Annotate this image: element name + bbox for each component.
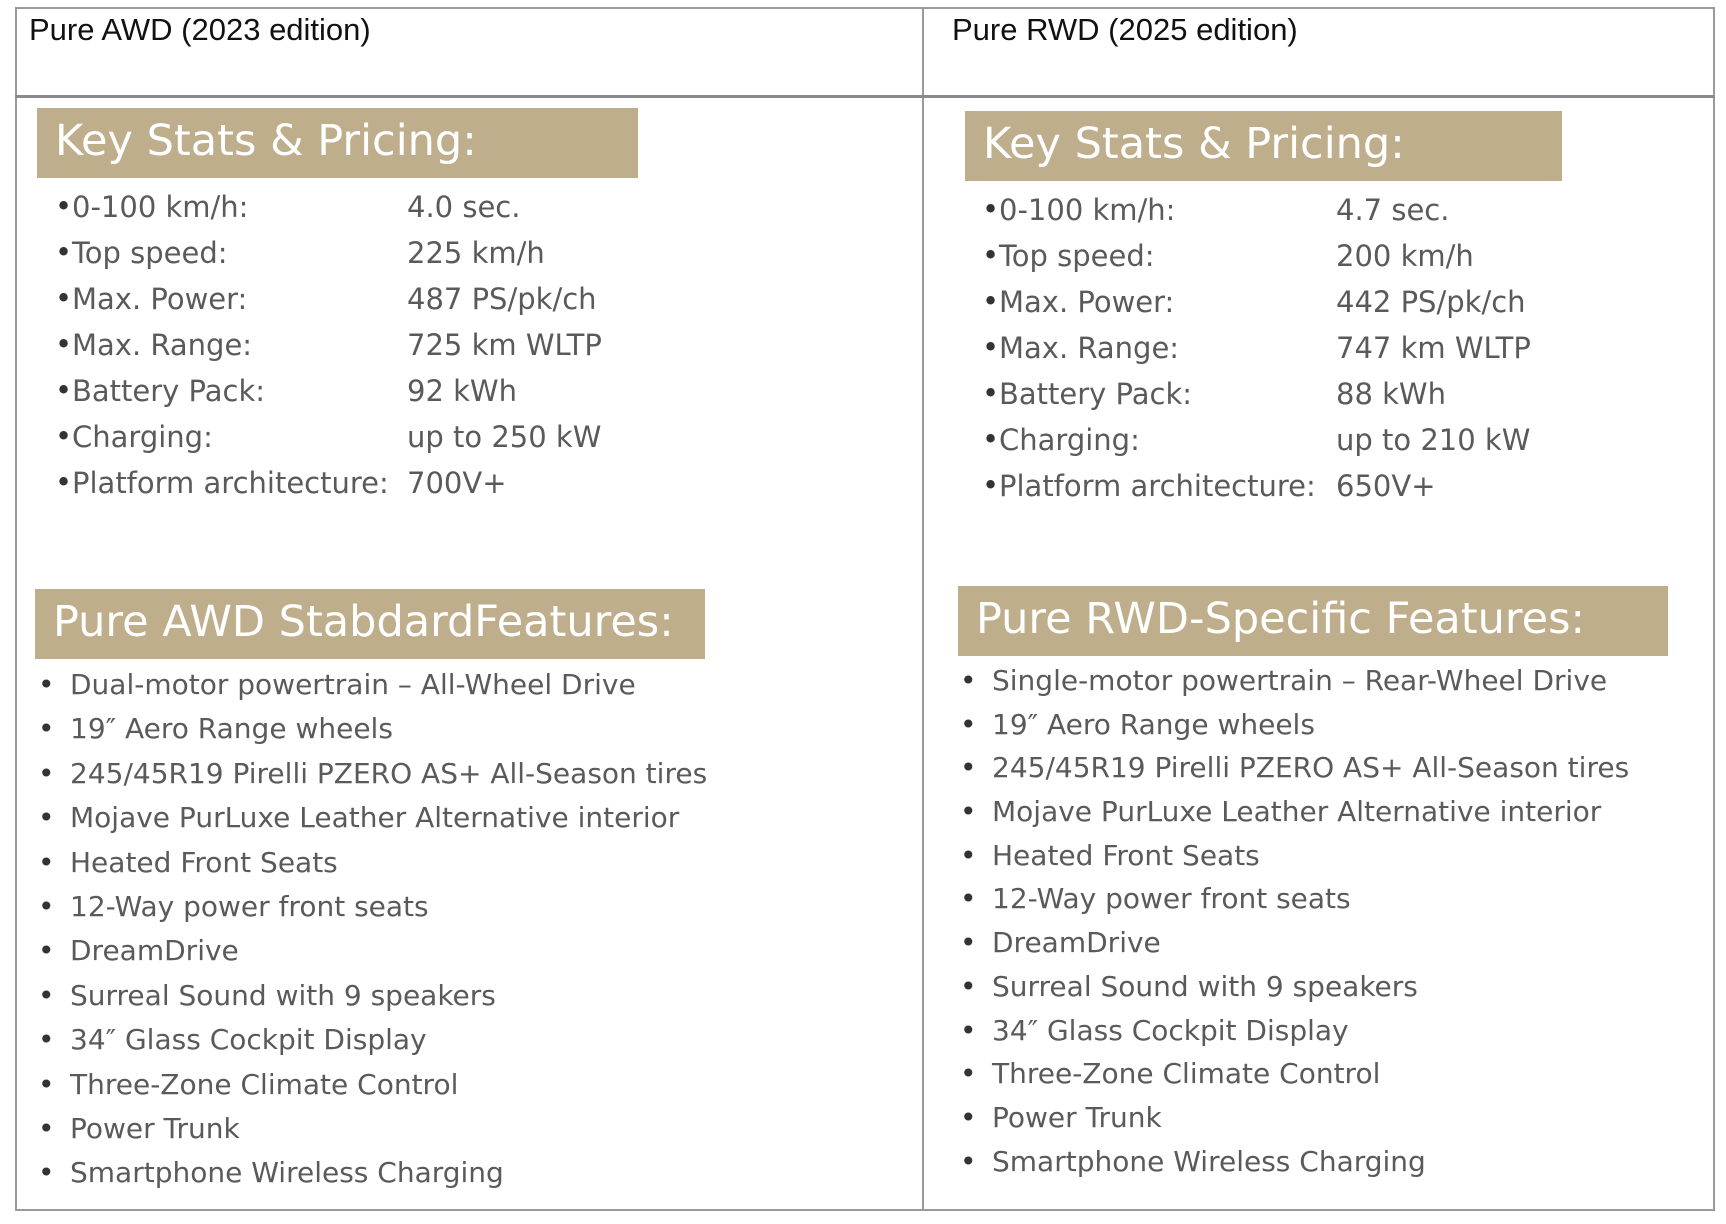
stat-label: Platform architecture:	[999, 469, 1316, 503]
stats-list-rwd	[982, 193, 1702, 515]
stat-value: 200 km/h	[1336, 239, 1474, 273]
bullet-icon: •	[38, 1111, 55, 1145]
feature-text: Power Trunk	[992, 1100, 1162, 1134]
feature-item	[38, 757, 898, 801]
feature-item	[38, 846, 898, 890]
stat-value: 92 kWh	[407, 374, 517, 408]
column-divider	[922, 7, 924, 1211]
stat-label: Max. Power:	[72, 282, 248, 316]
feature-item	[960, 664, 1700, 708]
bullet-icon: •	[982, 192, 1000, 226]
bullet-icon: •	[960, 751, 977, 785]
feature-item	[960, 970, 1700, 1014]
feature-item	[38, 1068, 898, 1112]
stat-value: 700V+	[407, 466, 507, 500]
stat-value: 4.0 sec.	[407, 190, 521, 224]
feature-item	[960, 926, 1700, 970]
bullet-icon: •	[38, 889, 55, 923]
bullet-icon: •	[960, 926, 977, 960]
features-banner-rwd: Pure RWD-Specific Features:	[958, 586, 1668, 656]
bullet-icon: •	[55, 189, 73, 223]
feature-item	[960, 1014, 1700, 1058]
feature-item	[960, 882, 1700, 926]
stats-banner-rwd: Key Stats & Pricing:	[965, 111, 1562, 181]
stat-row	[55, 374, 855, 420]
feature-item	[960, 751, 1700, 795]
stat-row	[982, 285, 1702, 331]
feature-item	[960, 839, 1700, 883]
stat-value: 4.7 sec.	[1336, 193, 1450, 227]
feature-item	[960, 708, 1700, 752]
feature-text: 19″ Aero Range wheels	[992, 707, 1315, 741]
stat-row	[982, 239, 1702, 285]
feature-text: Surreal Sound with 9 speakers	[992, 969, 1418, 1003]
stat-row	[55, 466, 855, 512]
column-header-awd: Pure AWD (2023 edition)	[29, 12, 371, 47]
bullet-icon: •	[982, 376, 1000, 410]
bullet-icon: •	[38, 1156, 55, 1190]
bullet-icon: •	[55, 465, 73, 499]
features-list-awd	[38, 668, 898, 1201]
feature-item	[38, 1023, 898, 1067]
feature-item	[38, 934, 898, 978]
bullet-icon: •	[38, 1023, 55, 1057]
bullet-icon: •	[55, 419, 73, 453]
feature-text: Smartphone Wireless Charging	[992, 1144, 1426, 1178]
stat-value: 88 kWh	[1336, 377, 1446, 411]
stat-label: Charging:	[72, 420, 213, 454]
stat-label: Max. Range:	[999, 331, 1180, 365]
bullet-icon: •	[982, 238, 1000, 272]
feature-text: 19″ Aero Range wheels	[70, 712, 393, 746]
bullet-icon: •	[55, 327, 73, 361]
stat-value: up to 250 kW	[407, 420, 602, 454]
feature-item	[38, 979, 898, 1023]
stat-row	[55, 420, 855, 466]
bullet-icon: •	[960, 795, 977, 829]
bullet-icon: •	[38, 1067, 55, 1101]
stat-value: 747 km WLTP	[1336, 331, 1531, 365]
stat-row	[55, 282, 855, 328]
feature-text: Heated Front Seats	[70, 845, 338, 879]
stat-label: Max. Power:	[999, 285, 1175, 319]
feature-text: Smartphone Wireless Charging	[70, 1156, 504, 1190]
feature-text: Three-Zone Climate Control	[70, 1067, 459, 1101]
bullet-icon: •	[38, 934, 55, 968]
bullet-icon: •	[55, 373, 73, 407]
bullet-icon: •	[960, 838, 977, 872]
feature-item	[960, 1101, 1700, 1145]
feature-text: Dual-motor powertrain – All-Wheel Drive	[70, 668, 636, 701]
feature-item	[38, 801, 898, 845]
feature-item	[38, 1112, 898, 1156]
bullet-icon: •	[960, 1144, 977, 1178]
bullet-icon: •	[38, 978, 55, 1012]
feature-item	[38, 890, 898, 934]
feature-text: Surreal Sound with 9 speakers	[70, 978, 496, 1012]
bullet-icon: •	[38, 756, 55, 790]
bullet-icon: •	[960, 882, 977, 916]
stat-row	[982, 377, 1702, 423]
stat-value: 650V+	[1336, 469, 1436, 503]
bullet-icon: •	[55, 235, 73, 269]
feature-text: Power Trunk	[70, 1111, 240, 1145]
feature-text: Three-Zone Climate Control	[992, 1057, 1381, 1091]
bullet-icon: •	[960, 1100, 977, 1134]
stat-row	[982, 423, 1702, 469]
column-header-rwd: Pure RWD (2025 edition)	[952, 12, 1298, 47]
bullet-icon: •	[38, 668, 55, 701]
stat-label: Top speed:	[999, 239, 1155, 273]
stat-label: Platform architecture:	[72, 466, 389, 500]
stat-row	[982, 331, 1702, 377]
stat-label: Max. Range:	[72, 328, 253, 362]
bullet-icon: •	[38, 845, 55, 879]
bullet-icon: •	[38, 712, 55, 746]
feature-text: 245/45R19 Pirelli PZERO AS+ All-Season tires	[992, 751, 1630, 785]
feature-item	[960, 1145, 1700, 1189]
stat-label: Top speed:	[72, 236, 228, 270]
feature-text: Single-motor powertrain – Rear-Wheel Drive	[992, 664, 1608, 697]
feature-text: DreamDrive	[992, 926, 1161, 960]
feature-text: 12-Way power front seats	[70, 889, 429, 923]
bullet-icon: •	[982, 330, 1000, 364]
stat-row	[982, 469, 1702, 515]
stat-label: 0-100 km/h:	[999, 193, 1176, 227]
stat-label: Battery Pack:	[999, 377, 1193, 411]
bullet-icon: •	[982, 422, 1000, 456]
bullet-icon: •	[960, 969, 977, 1003]
feature-item	[38, 1156, 898, 1200]
bullet-icon: •	[960, 1057, 977, 1091]
feature-item	[38, 668, 898, 712]
bullet-icon: •	[982, 284, 1000, 318]
stat-row	[55, 236, 855, 282]
stat-value: up to 210 kW	[1336, 423, 1531, 457]
feature-text: Mojave PurLuxe Leather Alternative interior	[70, 801, 680, 835]
stat-value: 442 PS/pk/ch	[1336, 285, 1526, 319]
features-banner-awd: Pure AWD StabdardFeatures:	[35, 589, 705, 659]
bullet-icon: •	[38, 801, 55, 835]
feature-item	[38, 712, 898, 756]
feature-text: 34″ Glass Cockpit Display	[992, 1013, 1349, 1047]
feature-text: 12-Way power front seats	[992, 882, 1351, 916]
stat-label: 0-100 km/h:	[72, 190, 249, 224]
bullet-icon: •	[960, 1013, 977, 1047]
stats-banner-awd: Key Stats & Pricing:	[37, 108, 638, 178]
stats-list-awd	[55, 190, 855, 512]
stat-row	[982, 193, 1702, 239]
stat-row	[55, 328, 855, 374]
feature-item	[960, 795, 1700, 839]
stat-label: Charging:	[999, 423, 1140, 457]
stat-value: 225 km/h	[407, 236, 545, 270]
stat-row	[55, 190, 855, 236]
feature-text: 34″ Glass Cockpit Display	[70, 1023, 427, 1057]
bullet-icon: •	[982, 468, 1000, 502]
bullet-icon: •	[960, 664, 977, 697]
feature-text: Heated Front Seats	[992, 838, 1260, 872]
feature-text: DreamDrive	[70, 934, 239, 968]
stat-value: 487 PS/pk/ch	[407, 282, 597, 316]
bullet-icon: •	[55, 281, 73, 315]
header-divider	[15, 95, 1715, 98]
feature-text: Mojave PurLuxe Leather Alternative interior	[992, 795, 1602, 829]
bullet-icon: •	[960, 707, 977, 741]
feature-text: 245/45R19 Pirelli PZERO AS+ All-Season tires	[70, 756, 708, 790]
stat-label: Battery Pack:	[72, 374, 266, 408]
stat-value: 725 km WLTP	[407, 328, 602, 362]
feature-item	[960, 1057, 1700, 1101]
features-list-rwd	[960, 664, 1700, 1188]
